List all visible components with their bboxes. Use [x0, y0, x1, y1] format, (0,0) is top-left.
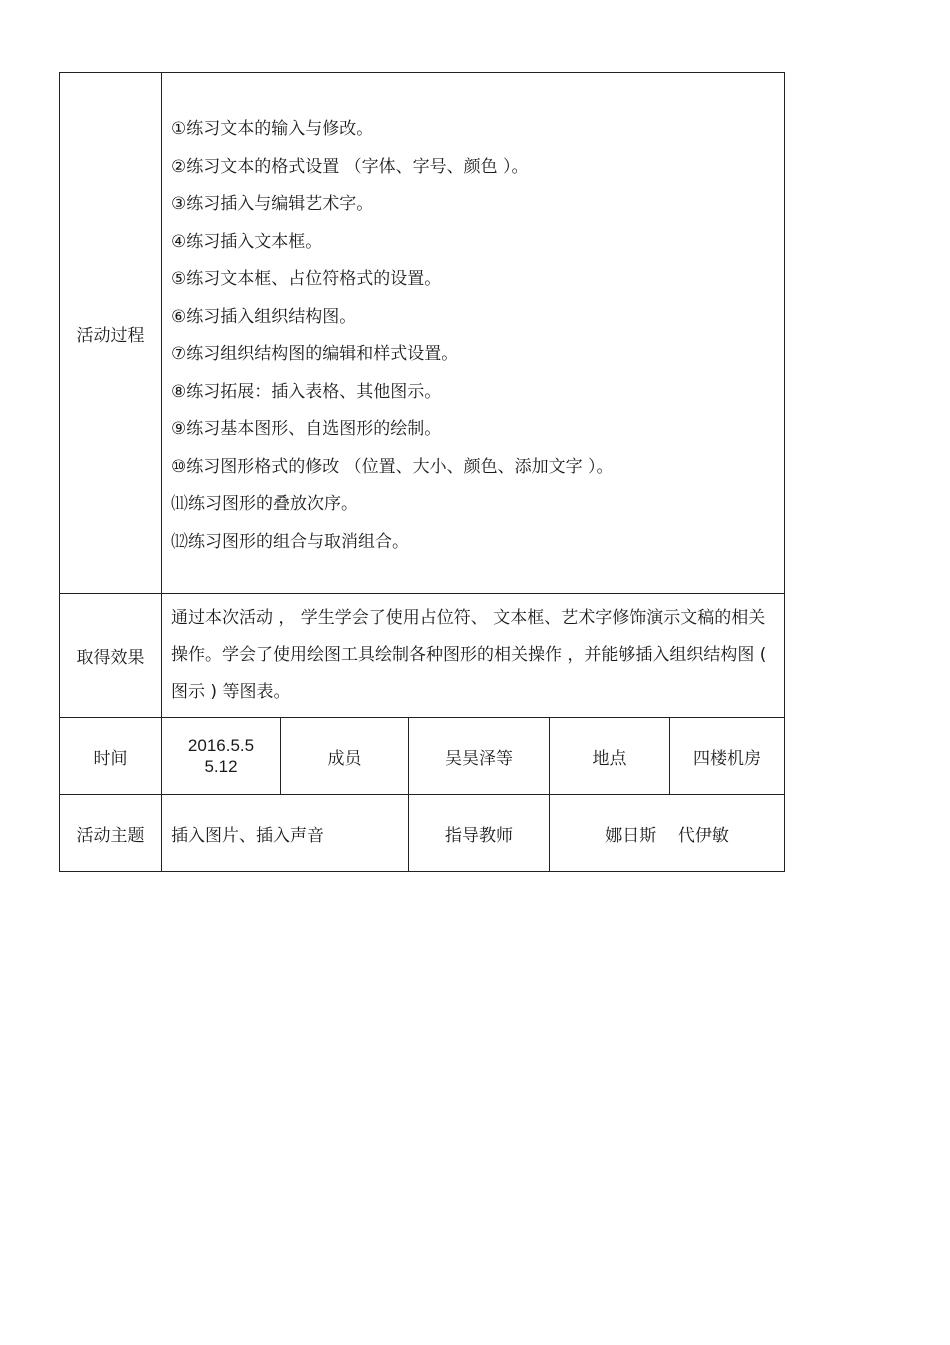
process-step: ⑧练习拓展：插入表格、其他图示。 — [171, 381, 442, 402]
topic-row — [60, 795, 785, 872]
process-row — [60, 73, 785, 594]
process-content — [162, 73, 785, 594]
topic-value: 插入图片、插入声音 — [162, 795, 409, 872]
process-step-list — [162, 73, 784, 593]
process-step: ⑨练习基本图形、自选图形的绘制。 — [171, 419, 442, 439]
time-label: 时间 — [60, 718, 162, 795]
location-label: 地点 — [550, 718, 670, 795]
process-step: ②练习文本的格式设置 （字体、字号、颜色 ）。 — [171, 156, 529, 177]
process-step: ⑾练习图形的叠放次序。 — [171, 494, 358, 514]
time-value-line2: 5.12 — [204, 757, 238, 776]
result-label: 取得效果 — [60, 594, 162, 718]
info-row — [60, 718, 785, 795]
members-label: 成员 — [281, 718, 409, 795]
process-step: ④练习插入文本框。 — [171, 231, 323, 252]
result-text: 通过本次活动 ， 学生学会了使用占位符、 文本框、艺术字修饰演示文稿的相关操作。学会了使用绘图工具绘制各种图形的相关操作 ，并能够插入组织结构图 ( 图示 ) 等图表。 — [162, 594, 785, 718]
topic-label: 活动主题 — [60, 795, 162, 872]
members-value: 吴昊泽等 — [409, 718, 550, 795]
process-step: ⑦练习组织结构图的编辑和样式设置。 — [171, 344, 459, 364]
process-step: ①练习文本的输入与修改。 — [171, 119, 374, 139]
teacher-value: 娜日斯 代伊敏 — [550, 795, 785, 872]
location-value: 四楼机房 — [670, 718, 785, 795]
teacher-label: 指导教师 — [409, 795, 550, 872]
process-step: ⑤练习文本框、占位符格式的设置。 — [171, 269, 442, 289]
process-step: ③练习插入与编辑艺术字。 — [171, 194, 374, 214]
time-value — [162, 718, 281, 795]
process-step: ⑿练习图形的组合与取消组合。 — [171, 531, 409, 552]
process-label: 活动过程 — [60, 73, 162, 594]
time-value-line1: 2016.5.5 — [187, 736, 255, 755]
process-step: ⑥练习插入组织结构图。 — [171, 306, 357, 327]
result-row — [60, 594, 785, 718]
activity-record-table — [59, 72, 785, 872]
process-step: ⑩练习图形格式的修改 （位置、大小、颜色、添加文字 ）。 — [171, 456, 614, 477]
